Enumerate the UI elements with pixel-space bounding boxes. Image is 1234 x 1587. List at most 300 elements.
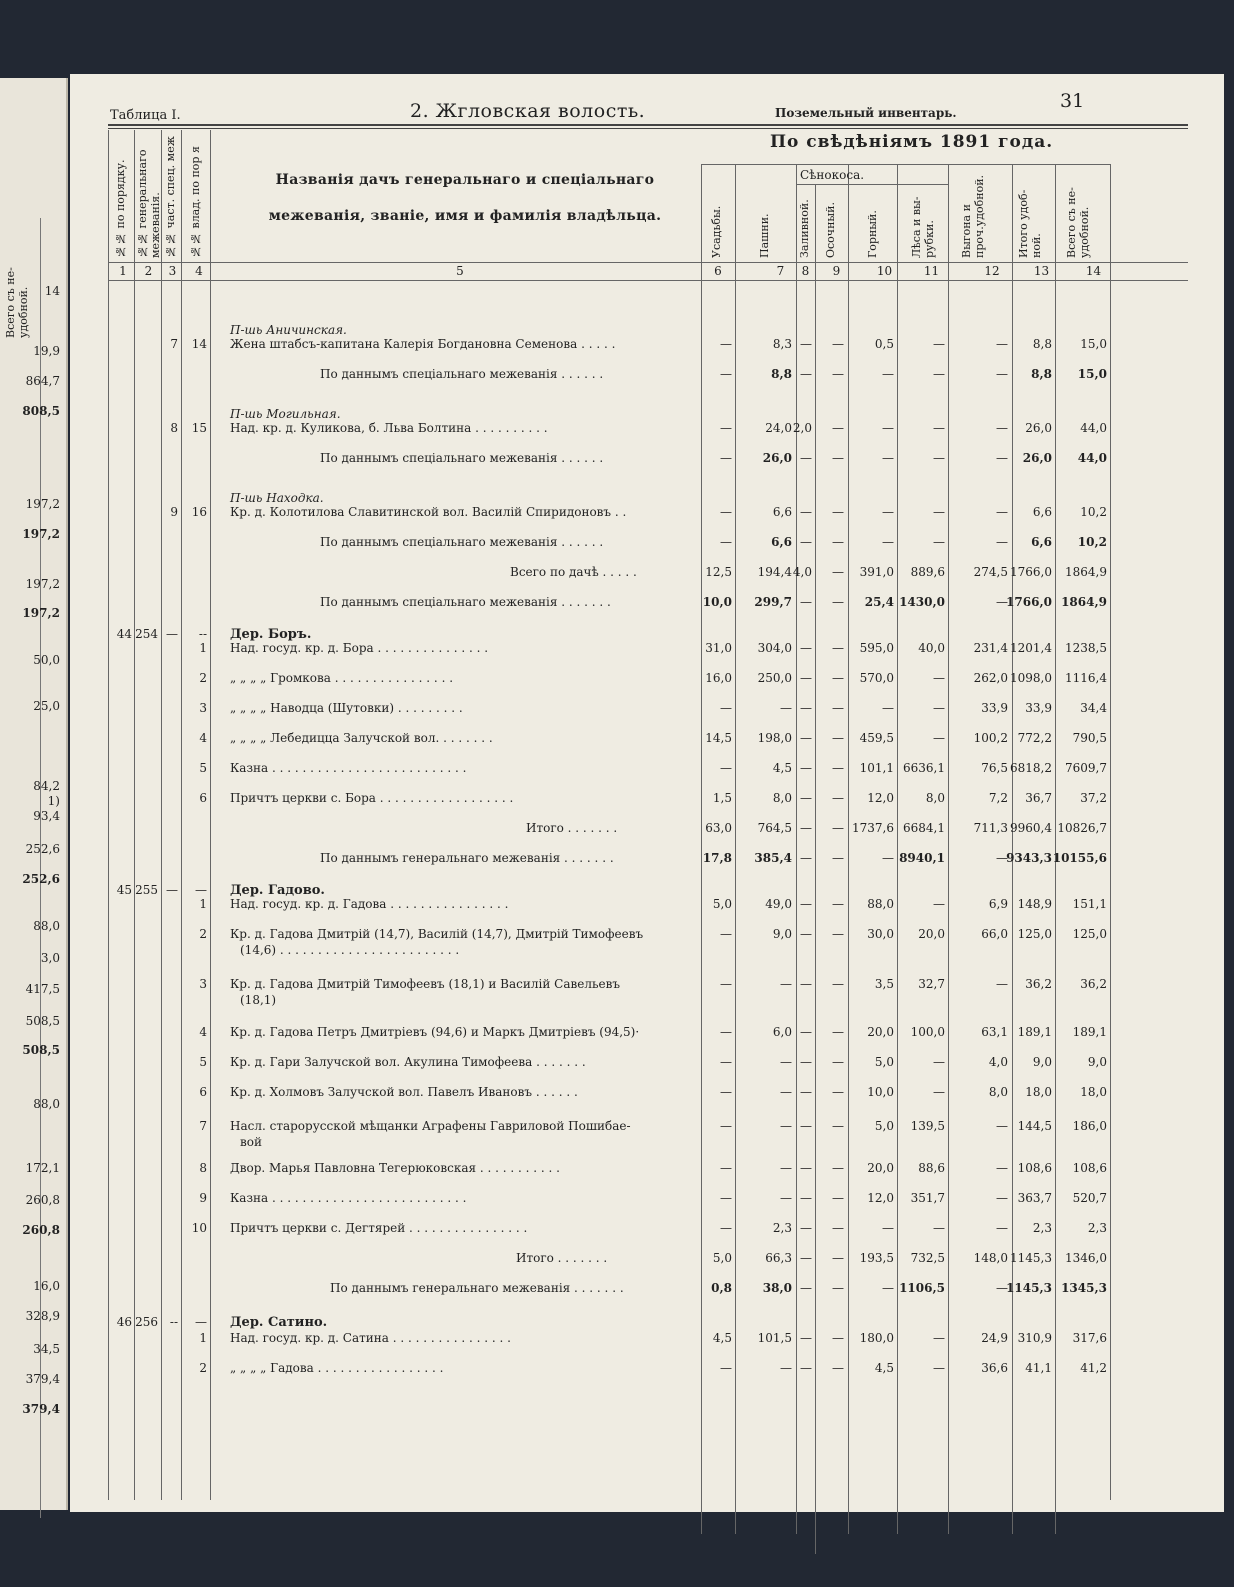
value-cell: 100,0 [910, 1025, 945, 1039]
estate-name: П-шь Могильная. [230, 407, 341, 421]
owner-number: 4 [199, 731, 207, 745]
value-cell: 37,2 [1080, 791, 1107, 805]
value-cell: — [882, 1221, 894, 1235]
col-header-lesa: Лѣса и вы-рубки. [910, 196, 936, 258]
value-cell: — [720, 505, 732, 519]
value-cell: — [800, 671, 812, 685]
order-number: 44 [116, 627, 132, 641]
value-cell: 0,5 [874, 337, 894, 351]
value-cell: — [996, 1191, 1008, 1205]
value-cell: 44,0 [1080, 421, 1107, 435]
value-cell: — [996, 1161, 1008, 1175]
left-page-value: 379,4 [22, 1402, 60, 1416]
value-cell: 76,5 [981, 761, 1008, 775]
owner-number: — [195, 883, 207, 897]
value-cell: 101,1 [859, 761, 894, 775]
value-cell: 570,0 [859, 671, 894, 685]
left-page-value: 172,1 [25, 1161, 60, 1175]
value-cell: — [720, 1119, 732, 1133]
col-header-general: №№ генеральнаго межеванія. [136, 149, 162, 258]
value-cell: 151,1 [1072, 897, 1107, 911]
owner-number: 6 [199, 791, 207, 805]
value-cell: — [720, 1025, 732, 1039]
value-cell: 6,6 [1032, 505, 1052, 519]
value-cell: — [933, 731, 945, 745]
value-cell: — [720, 761, 732, 775]
value-cell: — [882, 505, 894, 519]
value-cell: — [800, 505, 812, 519]
value-cell: 1864,9 [1061, 595, 1107, 609]
value-cell: — [832, 421, 844, 435]
value-cell: 88,0 [867, 897, 894, 911]
value-cell: — [996, 1119, 1008, 1133]
value-cell: — [800, 897, 812, 911]
value-cell: 26,0 [1025, 421, 1052, 435]
value-cell: — [780, 1055, 792, 1069]
owner-number: 4 [199, 1025, 207, 1039]
value-cell: 36,2 [1080, 977, 1107, 991]
special-survey-number: -- [169, 1315, 178, 1329]
value-cell: 317,6 [1072, 1331, 1107, 1345]
value-cell: — [800, 367, 812, 381]
value-cell: — [800, 1221, 812, 1235]
value-cell: — [800, 595, 812, 609]
col-header-vygona: Выгона и проч.удобной. [960, 174, 986, 258]
value-cell: — [800, 1119, 812, 1133]
owner-number: 7 [199, 1119, 207, 1133]
left-page-value: 508,5 [25, 1014, 60, 1028]
value-cell: — [933, 1055, 945, 1069]
ledger-page [70, 74, 1224, 1512]
col-header-owner: №№ влад. по пор я [189, 146, 202, 258]
value-cell: 1098,0 [1010, 671, 1052, 685]
col-header-names: Названія дачъ генеральнаго и спеціальнаго межеванія, званіе, имя и фамилія владѣльца. [268, 172, 662, 224]
special-survey-number: — [166, 883, 178, 897]
value-cell: — [720, 1161, 732, 1175]
value-cell: 459,5 [859, 731, 894, 745]
value-cell: — [933, 337, 945, 351]
value-cell: — [996, 851, 1008, 865]
order-number: 45 [116, 883, 132, 897]
value-cell: 66,3 [765, 1251, 792, 1265]
value-cell: — [832, 851, 844, 865]
value-cell: 30,0 [867, 927, 894, 941]
value-cell: 36,7 [1025, 791, 1052, 805]
value-cell: — [832, 1221, 844, 1235]
value-cell: 38,0 [762, 1281, 792, 1295]
left-page-value: 252,6 [25, 842, 60, 856]
value-cell: — [996, 977, 1008, 991]
estate-name: Казна . . . . . . . . . . . . . . . . . . . . . . . . . . [230, 761, 467, 775]
value-cell: 10,0 [702, 595, 732, 609]
estate-name: Над. кр. д. Куликова, б. Льва Болтина . . . . . . . . . . [230, 421, 548, 435]
owner-number: 14 [191, 337, 207, 351]
estate-name: По даннымъ генеральнаго межеванія . . . . . . . [330, 1281, 624, 1295]
value-cell: 31,0 [705, 641, 732, 655]
page-number: 31 [1060, 90, 1085, 112]
owner-number: 8 [199, 1161, 207, 1175]
value-cell: 32,7 [918, 977, 945, 991]
value-cell: 189,1 [1017, 1025, 1052, 1039]
owner-number: 5 [199, 761, 207, 775]
value-cell: 732,5 [910, 1251, 945, 1265]
value-cell: — [720, 701, 732, 715]
value-cell: — [720, 1361, 732, 1375]
value-cell: 9343,3 [1006, 851, 1052, 865]
value-cell: 18,0 [1025, 1085, 1052, 1099]
owner-number: 1 [199, 1331, 207, 1345]
value-cell: — [800, 1331, 812, 1345]
value-cell: 12,0 [867, 1191, 894, 1205]
value-cell: — [800, 1085, 812, 1099]
value-cell: 186,0 [1072, 1119, 1107, 1133]
value-cell: 711,3 [973, 821, 1008, 835]
value-cell: 16,0 [705, 671, 732, 685]
special-survey-number: 7 [170, 337, 178, 351]
value-cell: — [933, 1331, 945, 1345]
value-cell: 8,0 [988, 1085, 1008, 1099]
value-cell: 194,4 [757, 565, 792, 579]
owner-number: 3 [199, 701, 207, 715]
value-cell: — [832, 791, 844, 805]
left-page-value: 379,4 [25, 1372, 60, 1386]
col-header-gorny: Горный. [866, 210, 879, 258]
value-cell: — [832, 1085, 844, 1099]
value-cell: — [832, 701, 844, 715]
column-number-rule [108, 280, 1188, 281]
general-survey-number: 256 [135, 1315, 158, 1329]
left-page-value: 252,6 [22, 872, 60, 886]
value-cell: 8,8 [1032, 337, 1052, 351]
value-cell: 193,5 [859, 1251, 894, 1265]
value-cell: 15,0 [1080, 337, 1107, 351]
general-survey-number: 255 [135, 883, 158, 897]
value-cell: — [720, 927, 732, 941]
column-number: 8 [801, 264, 810, 278]
column-number: 4 [195, 264, 203, 278]
value-cell: — [800, 535, 812, 549]
value-cell: — [996, 1221, 1008, 1235]
value-cell: 889,6 [910, 565, 945, 579]
value-cell: 790,5 [1072, 731, 1107, 745]
value-cell: — [996, 451, 1008, 465]
special-survey-number: — [166, 627, 178, 641]
estate-name: Итого . . . . . . . [526, 821, 618, 835]
value-cell: 1766,0 [1010, 565, 1052, 579]
value-cell: 6,0 [772, 1025, 792, 1039]
estate-name: Причтъ церкви с. Дегтярей . . . . . . . . . . . . . . . . [230, 1221, 528, 1235]
value-cell: 2,3 [772, 1221, 792, 1235]
estate-name: (14,6) . . . . . . . . . . . . . . . . . . . . . . . . [240, 943, 460, 957]
value-cell: 1106,5 [899, 1281, 945, 1295]
column-rule [134, 130, 135, 1500]
value-cell: — [720, 1085, 732, 1099]
svedeniya-title: По свѣдѣніямъ 1891 года. [770, 132, 1054, 152]
value-cell: 108,6 [1017, 1161, 1052, 1175]
value-cell: 6,6 [1031, 535, 1052, 549]
owner-number: 2 [199, 927, 207, 941]
value-cell: 351,7 [910, 1191, 945, 1205]
value-cell: 33,9 [1025, 701, 1052, 715]
value-cell: — [720, 1221, 732, 1235]
column-number: 14 [1085, 264, 1102, 278]
special-survey-number: 9 [170, 505, 178, 519]
value-cell: 1201,4 [1010, 641, 1052, 655]
column-rule [181, 130, 182, 1500]
value-cell: 63,0 [705, 821, 732, 835]
left-page-column-number: 14 [44, 284, 60, 298]
col-header-special: №№ част. спец. меж [164, 136, 177, 258]
value-cell: 7,2 [988, 791, 1008, 805]
value-cell: 772,2 [1017, 731, 1052, 745]
owner-number: 10 [191, 1221, 207, 1235]
value-cell: 4,5 [772, 761, 792, 775]
value-cell: 34,4 [1080, 701, 1107, 715]
owner-number: -- [198, 627, 207, 641]
value-cell: — [780, 1161, 792, 1175]
value-cell: — [800, 1025, 812, 1039]
value-cell: — [832, 1191, 844, 1205]
value-cell: 36,2 [1025, 977, 1052, 991]
owner-number: 1 [199, 641, 207, 655]
value-cell: — [882, 851, 894, 865]
value-cell: 9,0 [772, 927, 792, 941]
column-rule [815, 184, 816, 1554]
value-cell: 8,0 [925, 791, 945, 805]
owner-number: 3 [199, 977, 207, 991]
value-cell: — [800, 451, 812, 465]
owner-number: 1 [199, 897, 207, 911]
value-cell: 36,6 [981, 1361, 1008, 1375]
header-rule [108, 124, 1188, 126]
value-cell: 4,5 [712, 1331, 732, 1345]
value-cell: 24,0 [765, 421, 792, 435]
value-cell: 180,0 [859, 1331, 894, 1345]
value-cell: — [832, 535, 844, 549]
value-cell: — [882, 367, 894, 381]
volost-title: 2. Жгловская волость. [410, 100, 646, 122]
value-cell: 10,2 [1077, 535, 1107, 549]
value-cell: 144,5 [1017, 1119, 1052, 1133]
value-cell: — [800, 1251, 812, 1265]
value-cell: 363,7 [1017, 1191, 1052, 1205]
subheader-rule [701, 164, 1110, 165]
value-cell: 125,0 [1072, 927, 1107, 941]
value-cell: 274,5 [973, 565, 1008, 579]
value-cell: 10826,7 [1057, 821, 1107, 835]
value-cell: — [800, 337, 812, 351]
value-cell: 18,0 [1080, 1085, 1107, 1099]
value-cell: 2,3 [1032, 1221, 1052, 1235]
value-cell: — [832, 1251, 844, 1265]
column-rule [948, 164, 949, 1534]
estate-name: Кр. д. Гадова Дмитрій (14,7), Василій (14,7), Дмитрій Тимофеевъ [230, 927, 644, 941]
col-header-zalivnoy: Заливной. [798, 199, 811, 258]
value-cell: 1,5 [712, 791, 732, 805]
value-cell: — [933, 367, 945, 381]
value-cell: 4,0 [792, 565, 812, 579]
estate-name: П-шь Аничинская. [230, 323, 347, 337]
value-cell: — [933, 451, 945, 465]
value-cell: — [780, 1191, 792, 1205]
value-cell: 26,0 [762, 451, 792, 465]
value-cell: 100,2 [973, 731, 1008, 745]
value-cell: — [780, 1085, 792, 1099]
value-cell: 40,0 [918, 641, 945, 655]
left-page-value: 417,5 [25, 982, 60, 996]
value-cell: 2,0 [792, 421, 812, 435]
value-cell: 44,0 [1077, 451, 1107, 465]
column-number: 13 [1033, 264, 1050, 278]
estate-name: Кр. д. Гадова Петръ Дмитріевъ (94,6) и Маркъ Дмитріевъ (94,5)· [230, 1025, 640, 1039]
owner-number: — [195, 1315, 207, 1329]
value-cell: — [832, 451, 844, 465]
value-cell: 2,3 [1087, 1221, 1107, 1235]
column-rule [1055, 164, 1056, 1534]
left-page-value: 260,8 [25, 1193, 60, 1207]
column-rule [701, 164, 702, 1534]
col-header-usadby: Усадьбы. [710, 205, 723, 258]
value-cell: 10,2 [1080, 505, 1107, 519]
left-page-value: 1) [47, 794, 60, 808]
value-cell: — [996, 505, 1008, 519]
owner-number: 2 [199, 1361, 207, 1375]
value-cell: 1238,5 [1065, 641, 1107, 655]
value-cell: — [933, 671, 945, 685]
value-cell: 1766,0 [1006, 595, 1052, 609]
value-cell: 1430,0 [899, 595, 945, 609]
column-rule [108, 130, 109, 1500]
estate-name: По даннымъ спеціальнаго межеванія . . . . . . . [320, 595, 611, 609]
estate-name: П-шь Находка. [230, 491, 324, 505]
value-cell: 1345,3 [1061, 1281, 1107, 1295]
value-cell: 6684,1 [903, 821, 945, 835]
value-cell: — [832, 1281, 844, 1295]
col-header-osochny: Осочный. [824, 202, 837, 258]
value-cell: — [800, 977, 812, 991]
left-facing-page [0, 78, 68, 1510]
value-cell: 101,5 [757, 1331, 792, 1345]
value-cell: — [832, 595, 844, 609]
value-cell: — [800, 641, 812, 655]
estate-name: По даннымъ спеціальнаго межеванія . . . . . . [320, 367, 604, 381]
value-cell: — [800, 851, 812, 865]
value-cell: 4,0 [988, 1055, 1008, 1069]
left-page-value: 808,5 [22, 404, 60, 418]
estate-name: Кр. д. Колотилова Славитинской вол. Василій Спиридоновъ . . [230, 505, 627, 519]
column-number: 9 [832, 264, 841, 278]
senokosa-title: Сѣнокоса. [800, 168, 865, 182]
owner-number: 6 [199, 1085, 207, 1099]
left-page-value: 260,8 [22, 1223, 60, 1237]
value-cell: 310,9 [1017, 1331, 1052, 1345]
column-rule [796, 164, 797, 1534]
value-cell: 6636,1 [903, 761, 945, 775]
column-rule [897, 164, 898, 1534]
owner-number: 9 [199, 1191, 207, 1205]
value-cell: — [800, 791, 812, 805]
value-cell: — [780, 701, 792, 715]
value-cell: 66,0 [981, 927, 1008, 941]
value-cell: 7609,7 [1065, 761, 1107, 775]
value-cell: 12,5 [705, 565, 732, 579]
value-cell: 6818,2 [1010, 761, 1052, 775]
estate-name: Над. госуд. кр. д. Гадова . . . . . . . . . . . . . . . . [230, 897, 509, 911]
estate-name: (18,1) [240, 993, 277, 1007]
estate-name: Дер. Сатино. [230, 1315, 328, 1330]
value-cell: 41,2 [1080, 1361, 1107, 1375]
value-cell: — [832, 1361, 844, 1375]
estate-name: Над. госуд. кр. д. Бора . . . . . . . . . . . . . . . [230, 641, 489, 655]
value-cell: 24,9 [981, 1331, 1008, 1345]
value-cell: — [933, 1085, 945, 1099]
estate-name: Дер. Боръ. [230, 627, 312, 642]
value-cell: — [720, 977, 732, 991]
estate-name: Кр. д. Гадова Дмитрій Тимофеевъ (18,1) и Василій Савельевъ [230, 977, 620, 991]
value-cell: — [882, 1281, 894, 1295]
value-cell: — [933, 701, 945, 715]
value-cell: — [800, 701, 812, 715]
value-cell: 88,6 [918, 1161, 945, 1175]
estate-name: „ „ „ „ Громкова . . . . . . . . . . . . . . . . [230, 671, 454, 685]
value-cell: 1116,4 [1065, 671, 1107, 685]
value-cell: 5,0 [712, 1251, 732, 1265]
left-page-value: 93,4 [33, 809, 60, 823]
value-cell: 6,9 [988, 897, 1008, 911]
value-cell: 14,5 [705, 731, 732, 745]
value-cell: — [780, 1119, 792, 1133]
general-survey-number: 254 [135, 627, 158, 641]
column-rule [1012, 164, 1013, 1534]
col-header-vsego: Всего съ не-удобной. [1065, 187, 1091, 258]
value-cell: — [832, 1331, 844, 1345]
value-cell: 4,5 [874, 1361, 894, 1375]
value-cell: 6,6 [772, 505, 792, 519]
estate-name: Жена штабсъ-капитана Калерія Богдановна Семенова . . . . . [230, 337, 616, 351]
value-cell: 8,8 [1031, 367, 1052, 381]
left-page-value: 328,9 [25, 1309, 60, 1323]
value-cell: — [933, 897, 945, 911]
value-cell: 5,0 [874, 1055, 894, 1069]
value-cell: 189,1 [1072, 1025, 1107, 1039]
column-rule [1110, 164, 1111, 1500]
value-cell: 1145,3 [1006, 1281, 1052, 1295]
value-cell: — [800, 761, 812, 775]
value-cell: 9960,4 [1010, 821, 1052, 835]
value-cell: 26,0 [1022, 451, 1052, 465]
estate-name: Казна . . . . . . . . . . . . . . . . . . . . . . . . . . [230, 1191, 467, 1205]
estate-name: „ „ „ „ Наводца (Шутовки) . . . . . . . . . [230, 701, 463, 715]
value-cell: — [800, 1191, 812, 1205]
estate-name: Двор. Марья Павловна Тегерюковская . . . . . . . . . . . [230, 1161, 560, 1175]
value-cell: 231,4 [973, 641, 1008, 655]
value-cell: 520,7 [1072, 1191, 1107, 1205]
value-cell: — [832, 1025, 844, 1039]
value-cell: — [832, 761, 844, 775]
value-cell: — [882, 451, 894, 465]
value-cell: 139,5 [910, 1119, 945, 1133]
value-cell: 33,9 [981, 701, 1008, 715]
value-cell: — [720, 421, 732, 435]
value-cell: — [780, 977, 792, 991]
value-cell: — [832, 337, 844, 351]
value-cell: 250,0 [757, 671, 792, 685]
left-page-value: 88,0 [33, 1097, 60, 1111]
value-cell: — [882, 701, 894, 715]
special-survey-number: 8 [170, 421, 178, 435]
value-cell: — [720, 367, 732, 381]
value-cell: — [996, 1281, 1008, 1295]
